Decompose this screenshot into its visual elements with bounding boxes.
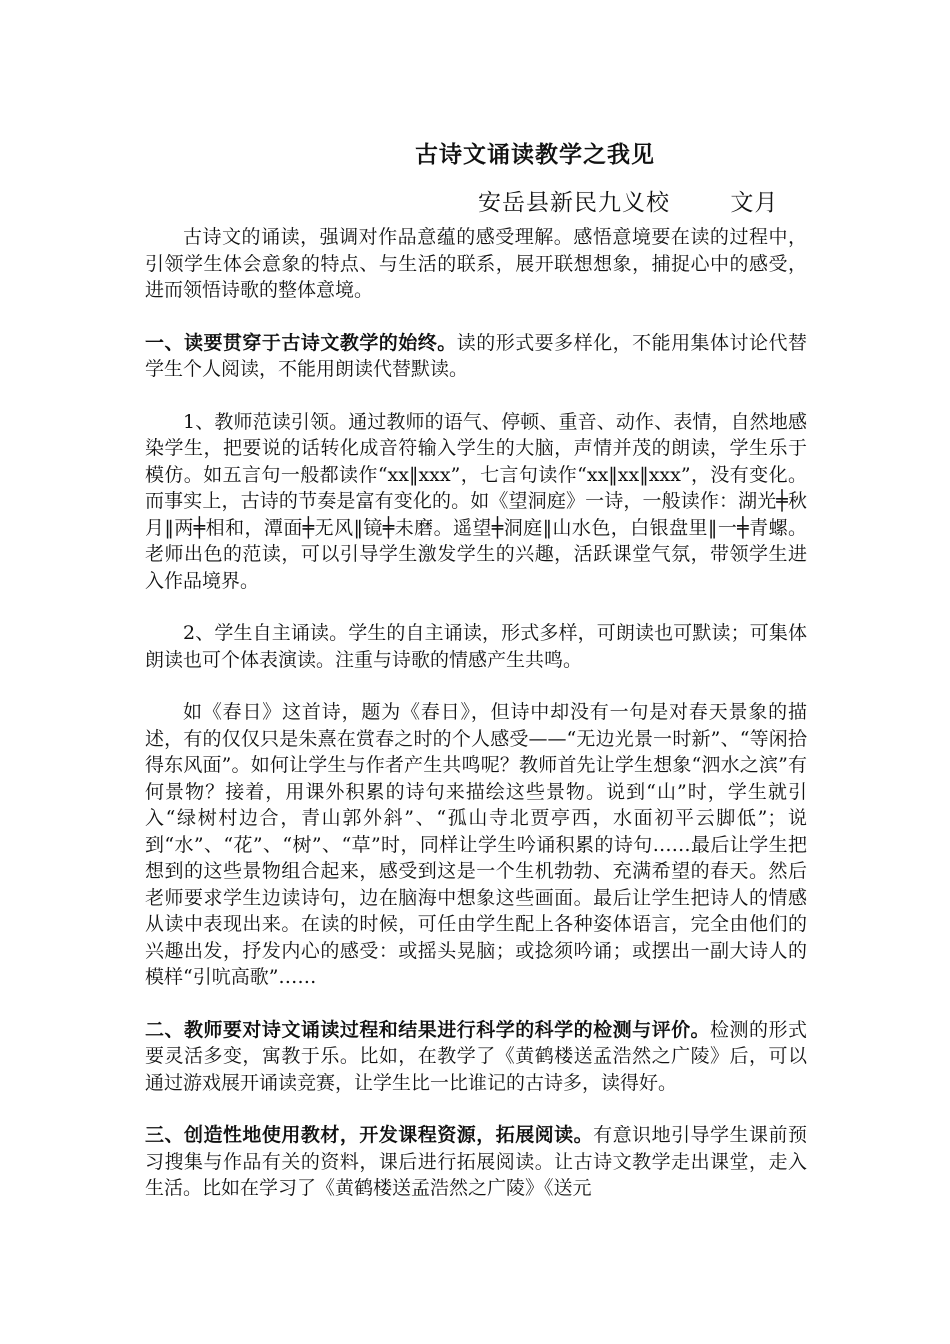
section-3-paragraph bbox=[145, 1122, 807, 1202]
intro-paragraph: 古诗文的诵读，强调对作品意蕴的感受理解。感悟意境要在读的过程中，引领学生体会意象的特点、与生活的联系，展开联想想象，捕捉心中的感受，进而领悟诗歌的整体意境。 bbox=[145, 226, 807, 301]
section-2-heading: 二、教师要对诗文诵读过程和结果进行科学的科学的检测与评价。 bbox=[145, 1018, 711, 1041]
section-2-paragraph bbox=[145, 1017, 807, 1097]
section-3-text: 有意识地引导学生课前预习搜集与作品有关的资料，课后进行拓展阅读。让古诗文教学走出课堂，走入生活。比如在学习了《黄鹤楼送孟浩然之广陵》《送元 bbox=[145, 1124, 807, 1199]
item-2-paragraph: 2、学生自主诵读。学生的自主诵读，形式多样，可朗读也可默读；可集体朗读也可个体表演读。注重与诗歌的情感产生共鸣。 bbox=[145, 622, 807, 671]
section-1-text: 读的形式要多样化，不能用集体讨论代替学生个人阅读，不能用朗读代替默读。 bbox=[145, 331, 807, 380]
byline bbox=[478, 184, 778, 217]
author-school: 安岳县新民九义校 bbox=[478, 190, 670, 216]
document-body bbox=[145, 224, 807, 1228]
item-1-paragraph: 1、教师范读引领。通过教师的语气、停顿、重音、动作、表情，自然地感染学生，把要说的话转化成音符输入学生的大脑，声情并茂的朗读，学生乐于模仿。如五言句一般都读作“xx‖xxx”，七言句读作“xx‖xx‖xxx”，没有变化。而事实上，古诗的节奏是富有变化的。如《望洞庭》一诗，一般读作：湖光╪秋月‖两╪相和，潭面╪无风‖镜╪未磨。遥望╪洞庭‖山水色，白银盘里‖一╪青螺。老师出色的范读，可以引导学生激发学生的兴趣，活跃课堂气氛，带领学生进入作品境界。 bbox=[145, 410, 807, 592]
section-1-heading: 一、读要贯穿于古诗文教学的始终。 bbox=[145, 331, 457, 354]
section-3-heading: 三、创造性地使用教材，开发课程资源，拓展阅读。 bbox=[145, 1124, 594, 1146]
example-paragraph: 如《春日》这首诗，题为《春日》，但诗中却没有一句是对春天景象的描述，有的仅仅只是朱熹在赏春之时的个人感受——“无边光景一时新”、“等闲拾得东风面”。如何让学生与作者产生共鸣呢？教师首先让学生想象“泗水之滨”有何景物？接着，用课外积累的诗句来描绘这些景物。说到“山”时，学生就引入“绿树村边合，青山郭外斜”、“孤山寺北贾亭西，水面初平云脚低”；说到“水”、“花”、“树”、“草”时，同样让学生吟诵积累的诗句……最后让学生把想到的这些景物组合起来，感受到这是一个生机勃勃、充满希望的春天。然后老师要求学生边读诗句，边在脑海中想象这些画面。最后让学生把诗人的情感从读中表现出来。在读的时候，可任由学生配上各种姿体语言，完全由他们的兴趣出发，抒发内心的感受：或摇头晃脑；或捻须吟诵；或摆出一副大诗人的模样“引吭高歌”…… bbox=[145, 701, 807, 988]
author-name: 文月 bbox=[730, 190, 779, 216]
section-1-paragraph bbox=[145, 330, 807, 383]
section-2-text: 检测的形式要灵活多变，寓教于乐。比如，在教学了《黄鹤楼送孟浩然之广陵》后，可以通过游戏展开诵读竞赛，让学生比一比谁记的古诗多，读得好。 bbox=[145, 1018, 807, 1094]
document-title: 古诗文诵读教学之我见 bbox=[415, 141, 655, 168]
